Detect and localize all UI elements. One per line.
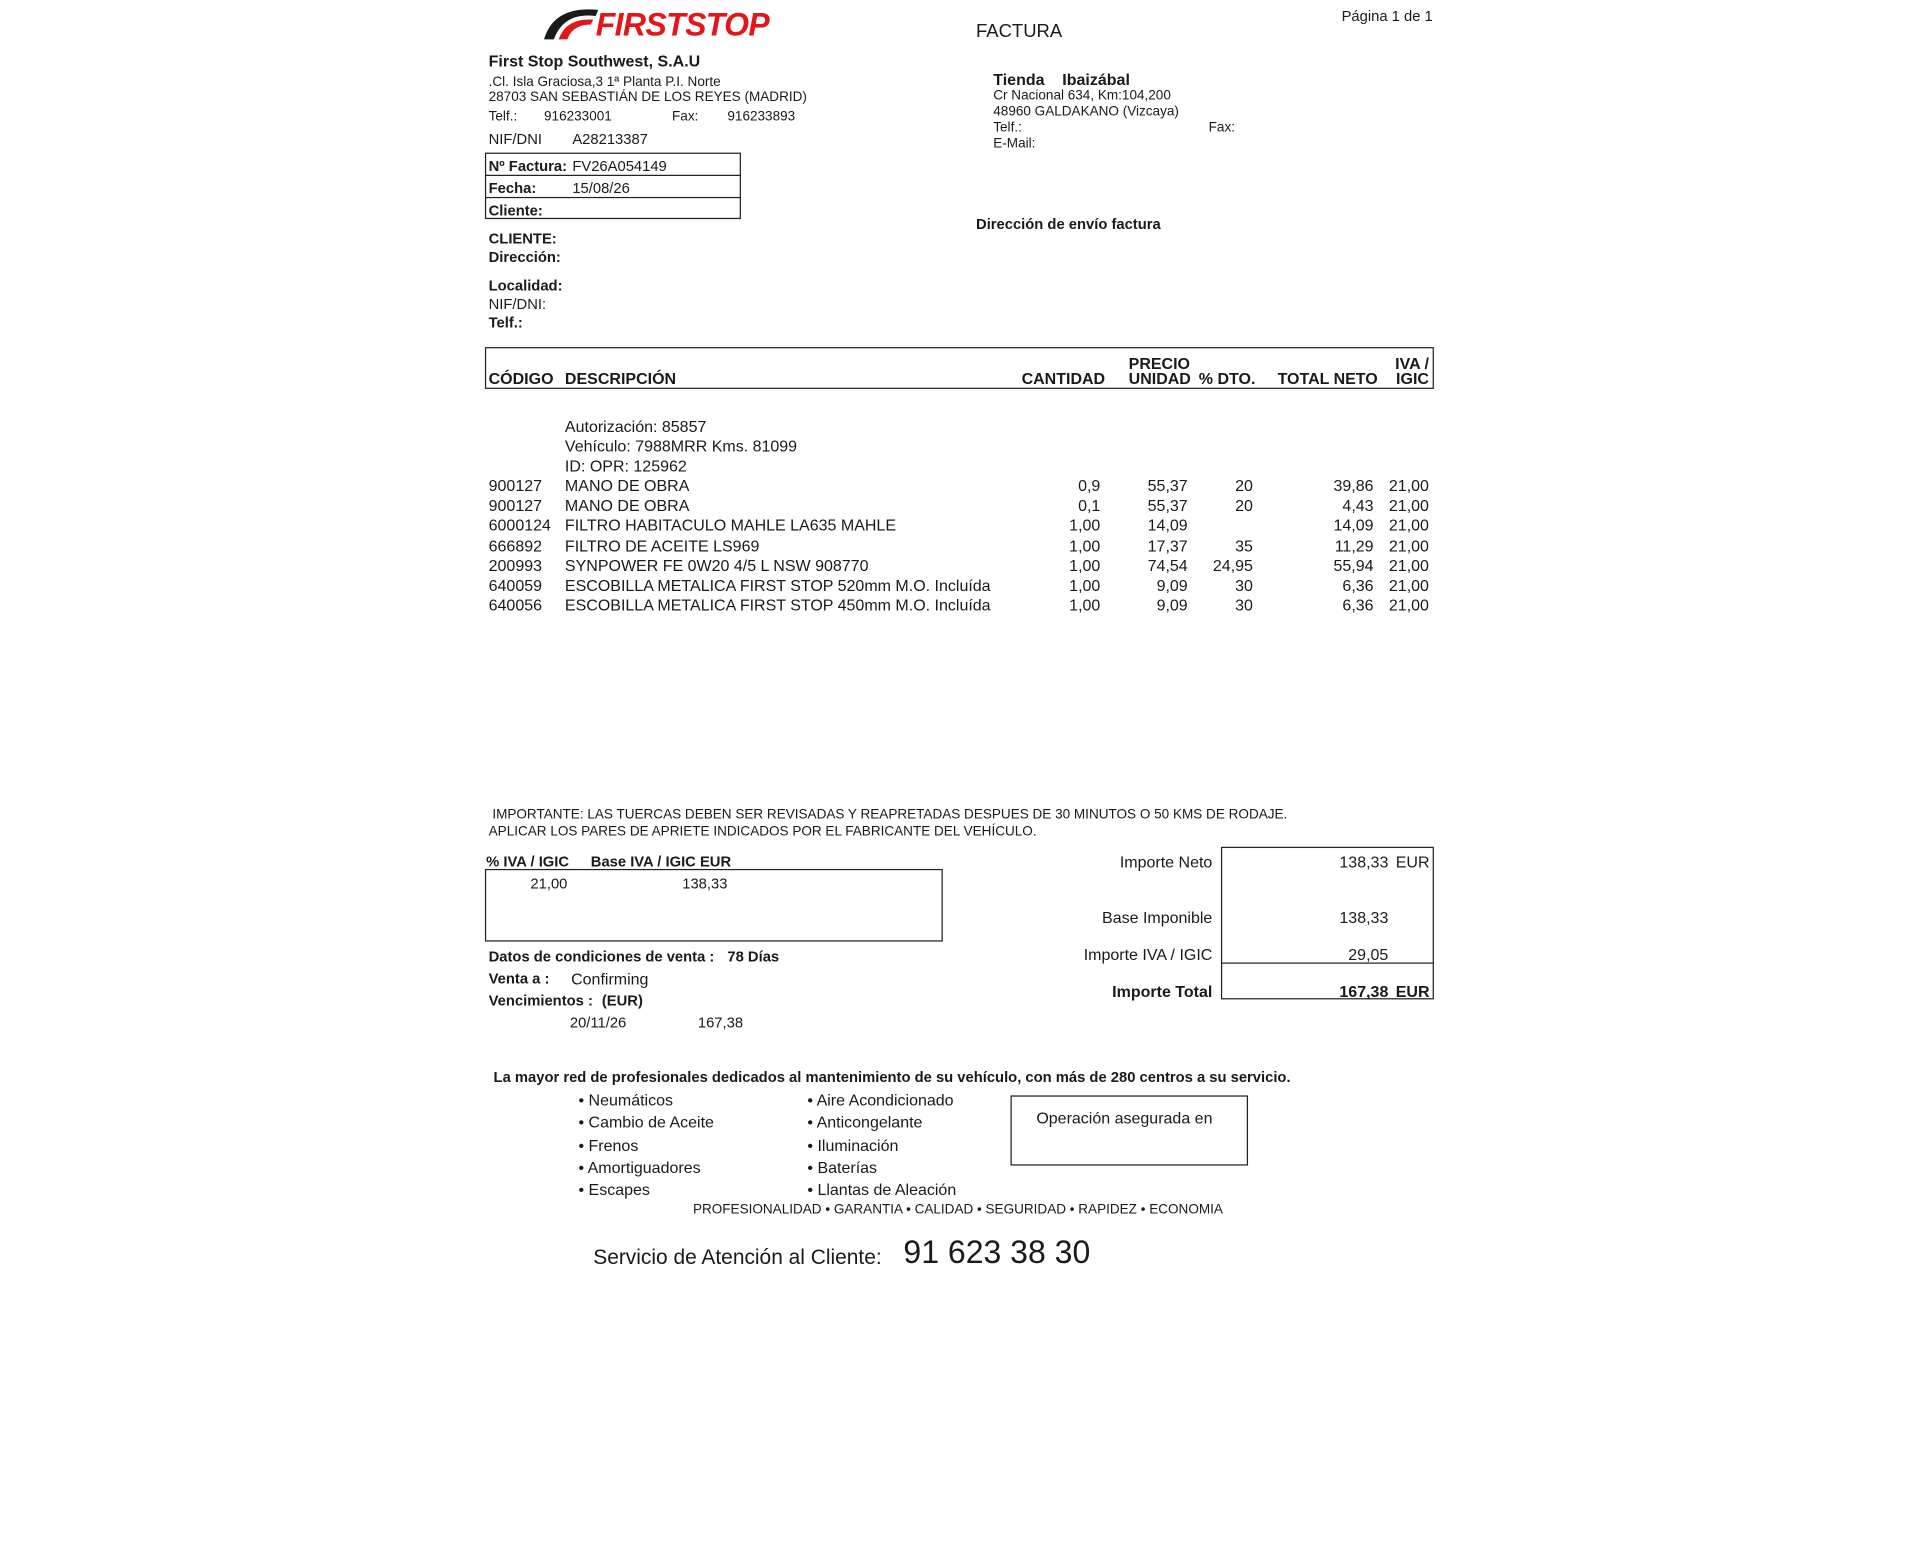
row-description: MANO DE OBRA xyxy=(564,496,690,515)
client-tel-label: Telf.: xyxy=(488,313,523,332)
client-label: CLIENTE: xyxy=(488,230,557,248)
company-nif: A28213387 xyxy=(572,130,648,148)
row-net-total: 4,43 xyxy=(1342,496,1374,515)
col-header-vat-line1: IVA / xyxy=(1395,354,1429,373)
row-vat: 21,00 xyxy=(1388,516,1429,535)
col-header-description: DESCRIPCIÓN xyxy=(564,369,677,388)
important-notice-line2: APLICAR LOS PARES DE APRIETE INDICADOS POR EL FABRICANTE DEL VEHÍCULO. xyxy=(488,824,1037,840)
client-address-label: Dirección: xyxy=(488,248,561,266)
invoice-number-label: Nº Factura: xyxy=(488,157,568,175)
service-item: • Frenos xyxy=(578,1135,639,1154)
company-name: First Stop Southwest, S.A.U xyxy=(488,51,701,71)
row-vat: 21,00 xyxy=(1388,576,1429,595)
row-description: FILTRO HABITACULO MAHLE LA635 MAHLE xyxy=(564,516,897,535)
row-vat: 21,00 xyxy=(1388,595,1429,615)
store-tel-label: Telf.: xyxy=(993,120,1022,136)
operation-id-note: ID: OPR: 125962 xyxy=(564,456,687,476)
invoice-client-label: Cliente: xyxy=(488,201,543,220)
row-discount: 30 xyxy=(1235,576,1253,595)
total-amount-value: 167,38 xyxy=(1339,982,1389,1001)
company-address-line1: .Cl. Isla Graciosa,3 1ª Planta P.I. Norte xyxy=(488,75,721,90)
taxable-base-value: 138,33 xyxy=(1339,908,1389,927)
service-item: • Aire Acondicionado xyxy=(807,1090,954,1109)
row-description: MANO DE OBRA xyxy=(564,476,690,495)
row-quantity: 0,9 xyxy=(1078,476,1101,495)
vat-percent-value: 21,00 xyxy=(530,875,568,893)
invoice-box-divider xyxy=(485,175,741,176)
vat-base-header: Base IVA / IGIC EUR xyxy=(590,852,732,871)
row-quantity: 0,1 xyxy=(1078,496,1101,515)
total-amount-currency: EUR xyxy=(1395,982,1430,1001)
company-tel-label: Telf.: xyxy=(488,109,518,125)
row-net-total: 39,86 xyxy=(1333,476,1374,495)
net-amount-currency: EUR xyxy=(1395,852,1430,872)
store-address-line1: Cr Nacional 634, Km:104,200 xyxy=(993,88,1171,104)
invoice-box-divider xyxy=(485,197,741,198)
row-code: 900127 xyxy=(488,496,543,515)
row-description: ESCOBILLA METALICA FIRST STOP 520mm M.O. Incluída xyxy=(564,576,991,595)
row-discount: 20 xyxy=(1235,496,1253,515)
shipping-address-label: Dirección de envío factura xyxy=(976,215,1161,233)
col-header-discount: % DTO. xyxy=(1198,369,1256,388)
due-date: 20/11/26 xyxy=(569,1014,627,1032)
row-code: 200993 xyxy=(488,556,543,575)
invoice-date: 15/08/26 xyxy=(572,179,630,197)
vat-amount-label: Importe IVA / IGIC xyxy=(1083,945,1213,964)
col-header-vat-line2: IGIC xyxy=(1396,369,1429,388)
row-discount: 20 xyxy=(1235,476,1253,495)
tire-swoosh-icon xyxy=(542,5,601,42)
firststop-logo xyxy=(542,5,770,47)
customer-service-label: Servicio de Atención al Cliente: xyxy=(593,1245,882,1269)
store-fax-label: Fax: xyxy=(1208,120,1235,136)
vat-base-value: 138,33 xyxy=(682,875,728,893)
service-item: • Neumáticos xyxy=(578,1090,674,1109)
invoice-number: FV26A054149 xyxy=(572,157,667,175)
row-vat: 21,00 xyxy=(1388,556,1429,575)
row-unit-price: 74,54 xyxy=(1147,556,1188,575)
service-item: • Anticongelante xyxy=(807,1113,923,1132)
company-fax-label: Fax: xyxy=(672,109,699,125)
row-net-total: 55,94 xyxy=(1333,556,1374,575)
company-values: PROFESIONALIDAD • GARANTIA • CALIDAD • SEGURIDAD • RAPIDEZ • ECONOMIA xyxy=(692,1202,1223,1218)
col-header-price-line1: PRECIO xyxy=(1128,354,1190,373)
taxable-base-label: Base Imponible xyxy=(1102,908,1213,927)
row-unit-price: 14,09 xyxy=(1147,516,1188,535)
page-info: Página 1 de 1 xyxy=(1341,7,1433,25)
row-quantity: 1,00 xyxy=(1069,536,1101,555)
insurance-box xyxy=(1010,1095,1248,1165)
important-notice-line1: IMPORTANTE: LAS TUERCAS DEBEN SER REVISADAS Y REAPRETADAS DESPUES DE 30 MINUTOS O 50 KMS DE RODAJE. xyxy=(492,807,1288,823)
sold-to-label: Venta a : xyxy=(488,969,550,988)
row-quantity: 1,00 xyxy=(1069,516,1101,535)
row-code: 6000124 xyxy=(488,516,551,535)
client-nif-label: NIF/DNI: xyxy=(488,295,547,313)
net-amount-value: 138,33 xyxy=(1339,852,1389,872)
row-description: ESCOBILLA METALICA FIRST STOP 450mm M.O. Incluída xyxy=(564,595,991,615)
service-item: • Iluminación xyxy=(807,1135,899,1154)
row-code: 900127 xyxy=(488,476,543,495)
due-dates-label: Vencimientos : xyxy=(488,992,593,1010)
row-vat: 21,00 xyxy=(1388,536,1429,555)
col-header-total: TOTAL NETO xyxy=(1277,369,1378,388)
row-vat: 21,00 xyxy=(1388,476,1429,495)
col-header-code: CÓDIGO xyxy=(488,369,554,388)
vat-amount-value: 29,05 xyxy=(1348,945,1389,964)
row-quantity: 1,00 xyxy=(1069,595,1101,615)
logo-text: FIRSTSTOP xyxy=(595,6,770,44)
row-discount: 30 xyxy=(1235,595,1253,615)
col-header-price-line2: UNIDAD xyxy=(1128,369,1191,388)
row-quantity: 1,00 xyxy=(1069,576,1101,595)
net-amount-label: Importe Neto xyxy=(1119,852,1213,872)
row-net-total: 6,36 xyxy=(1342,595,1374,615)
due-amount: 167,38 xyxy=(697,1014,744,1032)
service-item: • Baterías xyxy=(807,1158,878,1177)
row-net-total: 14,09 xyxy=(1333,516,1374,535)
document-title: FACTURA xyxy=(976,20,1063,42)
row-code: 666892 xyxy=(488,536,543,555)
company-nif-label: NIF/DNI xyxy=(488,130,542,148)
row-unit-price: 9,09 xyxy=(1156,576,1188,595)
row-unit-price: 55,37 xyxy=(1147,476,1188,495)
row-code: 640056 xyxy=(488,595,543,615)
total-amount-label: Importe Total xyxy=(1112,982,1213,1001)
sale-conditions-days: 78 Días xyxy=(727,947,780,965)
due-dates-currency: (EUR) xyxy=(601,992,643,1010)
customer-service-phone: 91 623 38 30 xyxy=(903,1233,1091,1271)
service-item: • Amortiguadores xyxy=(578,1158,701,1177)
store-email-label: E-Mail: xyxy=(993,136,1036,152)
network-tagline: La mayor red de profesionales dedicados al mantenimiento de su vehículo, con más de 280 centros a su servicio. xyxy=(493,1068,1291,1086)
row-unit-price: 55,37 xyxy=(1147,496,1188,515)
row-code: 640059 xyxy=(488,576,543,595)
row-description: FILTRO DE ACEITE LS969 xyxy=(564,536,760,555)
row-unit-price: 9,09 xyxy=(1156,595,1188,615)
row-unit-price: 17,37 xyxy=(1147,536,1188,555)
col-header-quantity: CANTIDAD xyxy=(1021,369,1106,388)
sold-to-value: Confirming xyxy=(571,969,649,989)
service-item: • Llantas de Aleación xyxy=(807,1180,957,1200)
invoice-date-label: Fecha: xyxy=(488,179,537,197)
row-quantity: 1,00 xyxy=(1069,556,1101,575)
company-address-line2: 28703 SAN SEBASTIÁN DE LOS REYES (MADRID) xyxy=(488,89,807,105)
store-address-line2: 48960 GALDAKANO (Vizcaya) xyxy=(993,104,1179,120)
row-description: SYNPOWER FE 0W20 4/5 L NSW 908770 xyxy=(564,556,869,575)
company-tel: 916233001 xyxy=(544,109,612,125)
vat-percent-header: % IVA / IGIC xyxy=(486,852,570,871)
insurance-text: Operación asegurada en xyxy=(1036,1108,1213,1128)
row-net-total: 6,36 xyxy=(1342,576,1374,595)
client-locality-label: Localidad: xyxy=(488,276,563,295)
sale-conditions-label: Datos de condiciones de venta : xyxy=(488,947,715,965)
service-item: • Cambio de Aceite xyxy=(578,1113,714,1132)
row-net-total: 11,29 xyxy=(1334,536,1374,555)
service-item: • Escapes xyxy=(578,1180,650,1200)
row-discount: 24,95 xyxy=(1212,556,1253,575)
row-discount: 35 xyxy=(1235,536,1253,555)
company-fax: 916233893 xyxy=(727,109,796,125)
store-name: Tienda Ibaizábal xyxy=(993,70,1130,89)
row-vat: 21,00 xyxy=(1388,496,1429,515)
vehicle-note: Vehículo: 7988MRR Kms. 81099 xyxy=(564,436,798,456)
authorization-note: Autorización: 85857 xyxy=(564,417,707,436)
